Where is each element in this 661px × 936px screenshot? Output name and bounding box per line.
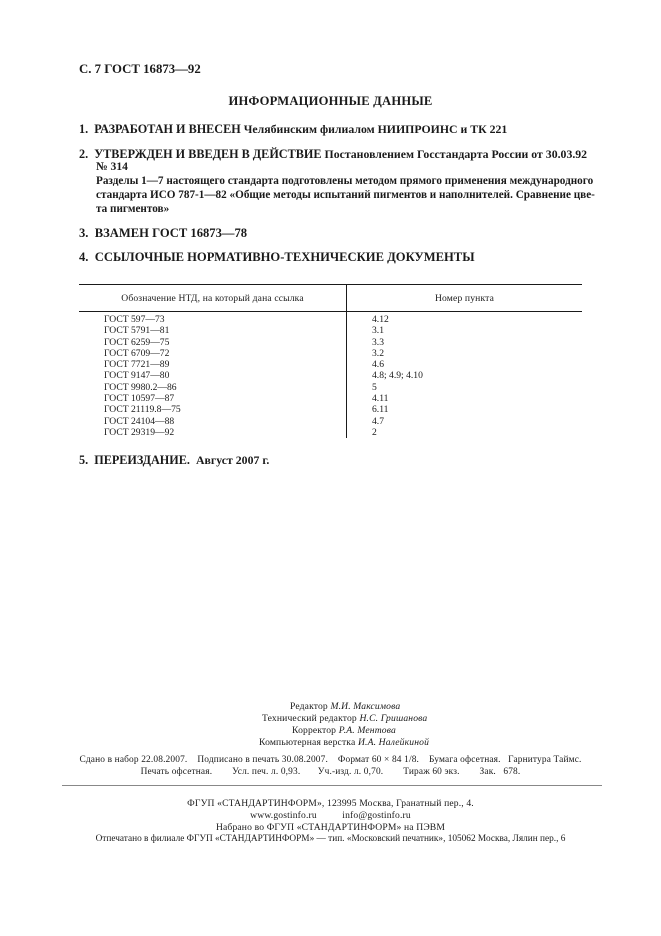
credit-layout-name: И.А. Налейкиной xyxy=(357,737,430,748)
section-5 xyxy=(79,453,269,468)
credit-editor-name: М.И. Максимова xyxy=(330,701,401,712)
table-row-6-item: 4.8; 4.9; 4.10 xyxy=(372,370,423,382)
section-2-text: Постановлением Госстандарта России от 30.03.92 xyxy=(324,147,588,161)
credit-proofreader xyxy=(292,725,396,736)
section-1-text: Челябинским филиалом НИИПРОИНС и ТК 221 xyxy=(243,122,508,136)
table-row-4-item: 3.2 xyxy=(372,347,384,359)
publisher-line-3: Набрано во ФГУП «СТАНДАРТИНФОРМ» на ПЭВМ xyxy=(215,822,446,833)
table-row-9-item: 6.11 xyxy=(372,404,389,416)
section-1 xyxy=(79,122,507,137)
imprint-divider xyxy=(62,785,602,786)
table-row-3-ntd: ГОСТ 6259—75 xyxy=(104,336,170,348)
credit-editor xyxy=(290,701,400,712)
table-row-10-ntd: ГОСТ 24104—88 xyxy=(104,415,175,427)
table-row-6-ntd: ГОСТ 9147—80 xyxy=(104,370,170,382)
section-3 xyxy=(79,226,247,241)
table-row-3-item: 3.3 xyxy=(372,336,384,348)
table-row-5-ntd: ГОСТ 7721—89 xyxy=(104,359,170,371)
table-row-10-item: 4.7 xyxy=(372,415,384,427)
section-2-note-line3: та пигментов» xyxy=(96,203,170,215)
table-row-2-item: 3.1 xyxy=(372,325,384,337)
section-2-number: 2. xyxy=(79,147,89,161)
section-2 xyxy=(79,147,587,162)
table-row-4-ntd: ГОСТ 6709—72 xyxy=(104,347,170,359)
table-row-1-item: 4.12 xyxy=(372,314,389,325)
publisher-line-2: www.gostinfo.ru info@gostinfo.ru xyxy=(250,810,411,821)
credit-proofreader-name: Р.А. Ментова xyxy=(338,725,396,736)
table-header-ntd: Обозначение НТД, на который дана ссылка xyxy=(121,293,304,304)
credit-layout-role: Компьютерная верстка xyxy=(259,737,356,748)
credit-tech-editor xyxy=(262,713,427,724)
table-column-ntd xyxy=(104,314,181,438)
table-row-5-item: 4.6 xyxy=(372,359,384,371)
section-1-heading: РАЗРАБОТАН И ВНЕСЕН xyxy=(94,122,241,136)
section-4-heading: ССЫЛОЧНЫЕ НОРМАТИВНО-ТЕХНИЧЕСКИЕ ДОКУМЕНТЫ xyxy=(94,250,475,264)
imprint-line-1: Сдано в набор 22.08.2007. Подписано в печать 30.08.2007. Формат 60 × 84 1/8. Бумага офсетная. Гарнитура Таймс. xyxy=(79,755,582,765)
table-row-8-ntd: ГОСТ 10597—87 xyxy=(104,393,175,405)
publisher-line-4: Отпечатано в филиале ФГУП «СТАНДАРТИНФОРМ» — тип. «Московский печатник», 105062 Москва, Лялин пер., 6 xyxy=(95,834,566,844)
table-column-divider xyxy=(346,284,347,438)
credit-proofreader-role: Корректор xyxy=(292,725,337,736)
table-row-11-ntd: ГОСТ 29319—92 xyxy=(104,426,175,438)
table-row-1-ntd: ГОСТ 597—73 xyxy=(104,314,165,325)
section-2-heading: УТВЕРЖДЕН И ВВЕДЕН В ДЕЙСТВИЕ xyxy=(94,147,322,161)
table-row-7-item: 5 xyxy=(372,381,377,393)
section-1-number: 1. xyxy=(79,122,89,136)
table-row-8-item: 4.11 xyxy=(372,393,389,405)
publisher-line-1: ФГУП «СТАНДАРТИНФОРМ», 123995 Москва, Гранатный пер., 4. xyxy=(187,798,474,809)
page-header: С. 7 ГОСТ 16873—92 xyxy=(79,62,201,76)
credit-editor-role: Редактор xyxy=(290,701,328,712)
section-5-heading: ПЕРЕИЗДАНИЕ. xyxy=(94,453,190,467)
table-row-11-item: 2 xyxy=(372,426,377,438)
section-3-heading: ВЗАМЕН ГОСТ 16873—78 xyxy=(94,226,248,240)
section-4 xyxy=(79,250,475,265)
section-4-number: 4. xyxy=(79,250,89,264)
table-column-item xyxy=(372,314,423,438)
section-2-note-line2: стандарта ИСО 787-1—82 «Общие методы испытаний пигментов и наполнителей. Сравнение цве- xyxy=(96,189,595,201)
credit-tech-editor-name: Н.С. Гришанова xyxy=(359,713,428,724)
section-5-text: Август 2007 г. xyxy=(196,453,270,467)
table-row-9-ntd: ГОСТ 21119.8—75 xyxy=(104,404,181,416)
table-row-7-ntd: ГОСТ 9980.2—86 xyxy=(104,381,177,393)
credit-layout xyxy=(259,737,429,748)
page-title: ИНФОРМАЦИОННЫЕ ДАННЫЕ xyxy=(228,94,433,108)
section-5-number: 5. xyxy=(79,453,89,467)
credit-tech-editor-role: Технический редактор xyxy=(262,713,357,724)
section-2-note-line1: Разделы 1—7 настоящего стандарта подготовлены методом прямого применения международного xyxy=(96,175,594,187)
table-top-rule xyxy=(79,284,582,285)
imprint-line-2: Печать офсетная. Усл. печ. л. 0,93. Уч.-изд. л. 0,70. Тираж 60 экз. Зак. 678. xyxy=(140,767,521,777)
section-2-line2: № 314 xyxy=(96,160,128,173)
table-row-2-ntd: ГОСТ 5791—81 xyxy=(104,325,170,337)
table-header-item: Номер пункта xyxy=(434,293,495,304)
table-header-rule xyxy=(79,311,582,312)
section-3-number: 3. xyxy=(79,226,89,240)
